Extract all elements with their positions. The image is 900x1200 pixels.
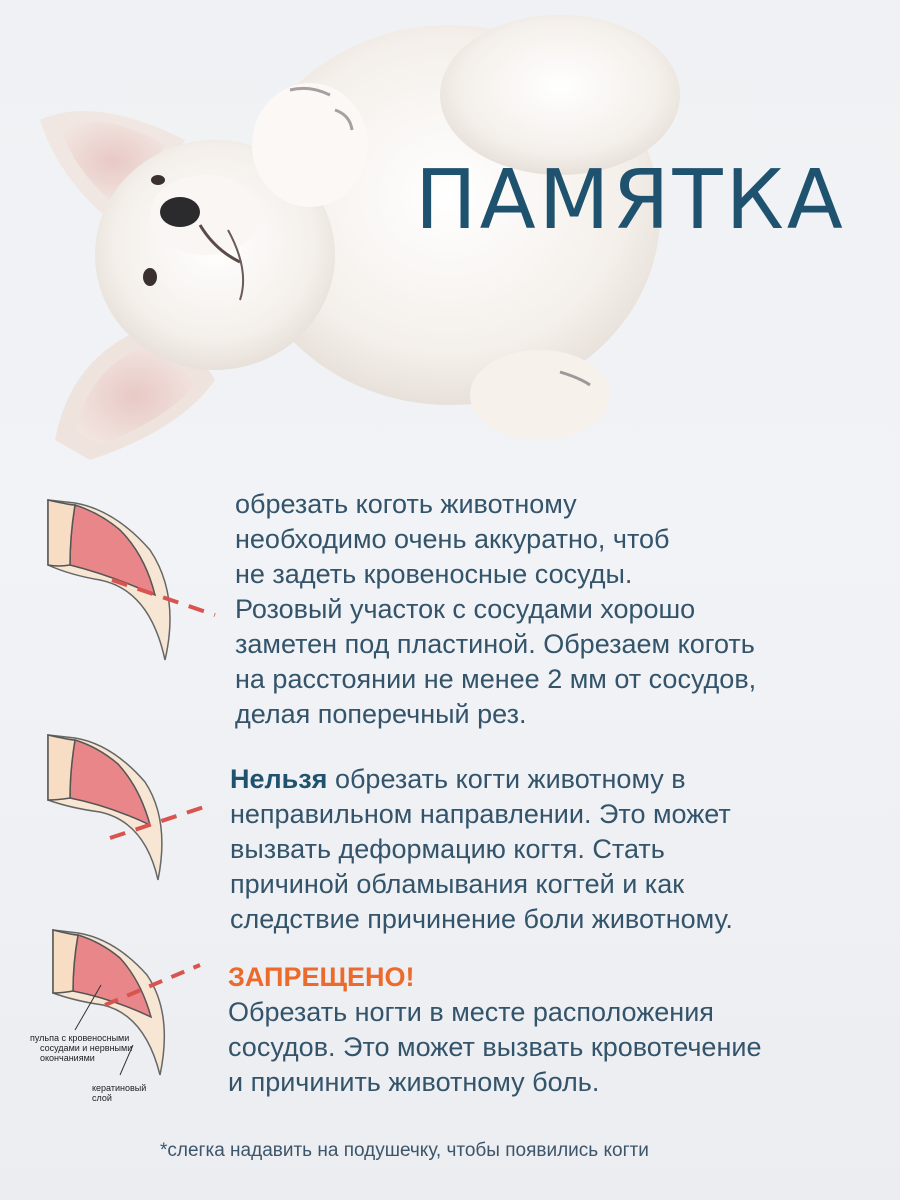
text-line: Обрезать ногти в месте расположения — [228, 997, 714, 1027]
text-line — [230, 762, 733, 797]
text-line: обрезать коготь животному — [235, 489, 577, 519]
label-line: кератиновый — [92, 1083, 147, 1093]
text-line: неправильном направлении. Это может — [230, 799, 731, 829]
footnote: *слегка надавить на подушечку, чтобы появились когти — [160, 1140, 649, 1161]
pulp-label — [30, 1033, 132, 1063]
text-fragment: обрезать когти животному в — [327, 764, 686, 794]
text-line: не задеть кровеносные сосуды. — [235, 559, 633, 589]
label-line: окончаниями — [40, 1053, 95, 1063]
forbidden-text — [228, 960, 761, 1100]
keratin-label — [92, 1083, 146, 1103]
text-line: следствие причинение боли животному. — [230, 904, 733, 934]
label-line: сосудами и нервными — [40, 1043, 133, 1053]
text-line: на расстоянии не менее 2 мм от сосудов, — [235, 664, 757, 694]
label-line: пульпа с кровеносными — [30, 1033, 130, 1043]
text-line: заметен под пластиной. Обрезаем коготь — [235, 629, 755, 659]
page-title: ПАМЯТКА — [415, 153, 846, 248]
label-line: слой — [92, 1093, 112, 1103]
text-line: Розовый участок с сосудами хорошо — [235, 594, 696, 624]
text-line: делая поперечный рез. — [235, 699, 527, 729]
forbidden-heading: ЗАПРЕЩЕНО! — [228, 962, 415, 992]
text-line: и причинить животному боль. — [228, 1067, 600, 1097]
wrong-direction-text — [230, 762, 733, 937]
text-line: причиной обламывания когтей и как — [230, 869, 685, 899]
text-line: сосудов. Это может вызвать кровотечение — [228, 1032, 762, 1062]
warning-lead: Нельзя — [230, 764, 328, 794]
claw-diagram-correct — [40, 495, 230, 665]
correct-cut-text — [235, 487, 756, 732]
text-line: вызвать деформацию когтя. Стать — [230, 834, 665, 864]
claw-diagram-wrong-direction — [40, 730, 230, 890]
text-line: необходимо очень аккуратно, чтоб — [235, 524, 670, 554]
